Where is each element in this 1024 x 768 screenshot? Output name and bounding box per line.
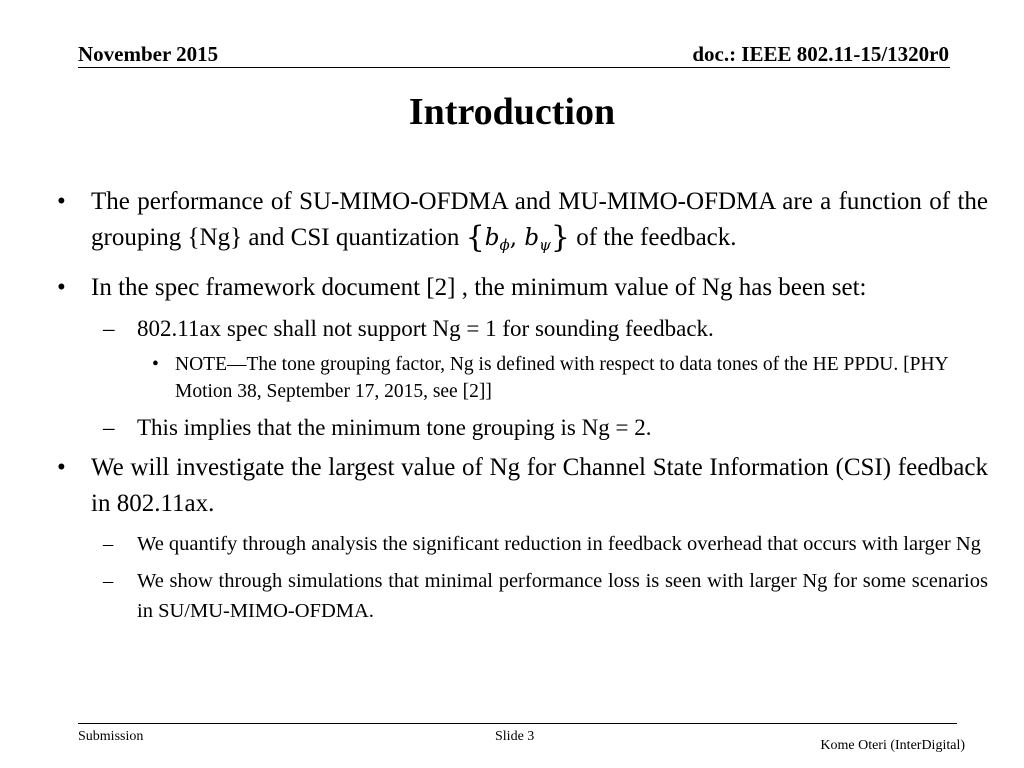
bullet-investigate <box>57 450 988 522</box>
footer-divider <box>78 723 957 724</box>
sub-bullet-text: We show through simulations that minimal performance loss is seen with larger Ng for some scenarios in SU/MU-MIMO-OFDMA. <box>137 570 988 622</box>
sub-bullet-min-grouping <box>103 412 988 443</box>
footer-submission: Submission <box>78 729 144 744</box>
bullet-text: We will investigate the largest value of Ng for Channel State Information (CSI) feedback in 802.11ax. <box>91 454 988 517</box>
header-date: November 2015 <box>78 42 219 66</box>
bullet-marker: • <box>57 274 66 301</box>
note-bullet <box>152 351 988 405</box>
sub-bullet-marker: – <box>103 533 114 555</box>
sub-bullet-analysis <box>103 529 988 559</box>
note-bullet-text: NOTE—The tone grouping factor, Ng is defined with respect to data tones of the HE PPDU. [PHY Motion 38, September 17, 2015, see [2]] <box>175 354 948 402</box>
bullet-text: In the spec framework document [2] , the minimum value of Ng has been set: <box>91 274 867 301</box>
note-bullet-marker: • <box>152 354 159 375</box>
formula-comma: , <box>509 225 518 251</box>
sub-bullet-text: This implies that the minimum tone grouping is Ng = 2. <box>137 415 652 440</box>
slide-number: Slide 3 <box>495 729 535 744</box>
slide-body <box>0 184 1024 633</box>
slide-title: Introduction <box>408 91 616 133</box>
formula-psi-subscript: ψ <box>539 236 551 254</box>
bullet-marker: • <box>57 188 66 215</box>
sub-bullet-no-ng1 <box>103 313 988 344</box>
bullet-marker: • <box>57 454 66 481</box>
formula-phi-subscript: ϕ <box>499 236 510 254</box>
sub-bullet-marker: – <box>103 570 114 592</box>
sub-bullet-text: 802.11ax spec shall not support Ng = 1 for sounding feedback. <box>137 316 714 341</box>
csi-quantization-formula <box>465 220 570 255</box>
sub-bullet-marker: – <box>103 415 115 440</box>
formula-b-psi: b <box>524 225 540 251</box>
formula-close-brace: } <box>550 220 570 255</box>
formula-open-brace: { <box>465 220 485 255</box>
bullet-text: The performance of SU-MIMO-OFDMA and MU-MIMO-OFDMA are a function of the grouping {Ng} and CSI quantization <box>91 188 988 251</box>
bullet-text-end: of the feedback. <box>569 224 737 251</box>
footer-author: Kome Oteri (InterDigital) <box>820 738 965 753</box>
header-doc-id: doc.: IEEE 802.11-15/1320r0 <box>692 42 949 66</box>
formula-b-phi: b <box>484 225 500 251</box>
sub-bullet-text: We quantify through analysis the significant reduction in feedback overhead that occurs with larger Ng <box>137 533 981 555</box>
sub-bullet-marker: – <box>103 316 115 341</box>
header-divider <box>78 67 950 68</box>
sub-bullet-simulations <box>103 566 988 626</box>
bullet-spec-framework <box>57 270 988 306</box>
bullet-performance <box>57 184 988 263</box>
